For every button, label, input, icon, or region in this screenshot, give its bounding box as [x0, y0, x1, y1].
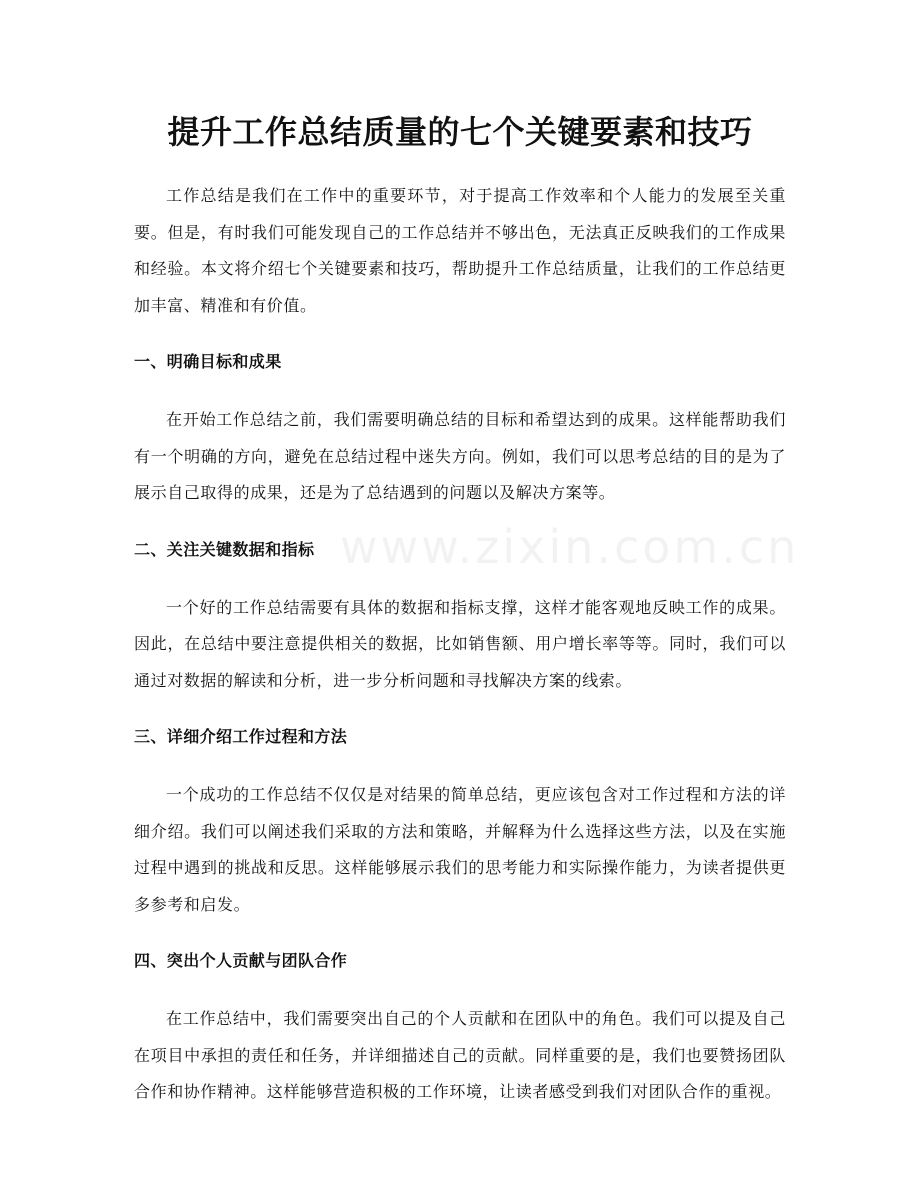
section-heading-2: 二、关注关键数据和指标: [134, 539, 315, 559]
document-body: [134, 178, 786, 1134]
intro-paragraph: 工作总结是我们在工作中的重要环节，对于提高工作效率和个人能力的发展至关重要。但是，有时我们可能发现自己的工作总结并不够出色，无法真正反映我们的工作成果和经验。本文将介绍七个关键要素和技巧，帮助提升工作总结质量，让我们的工作总结更加丰富、精准和有价值。: [134, 186, 786, 315]
section-paragraph-3: 一个成功的工作总结不仅仅是对结果的简单总结，更应该包含对工作过程和方法的详细介绍。我们可以阐述我们采取的方法和策略，并解释为什么选择这些方法，以及在实施过程中遇到的挑战和反思。这样能够展示我们的思考能力和实际操作能力，为读者提供更多参考和启发。: [134, 785, 786, 914]
watermark-text: www.zixin.com.cn: [340, 520, 800, 574]
section-heading-1: 一、明确目标和成果: [134, 352, 282, 371]
section-paragraph-4: 在工作总结中，我们需要突出自己的个人贡献和在团队中的角色。我们可以提及自己在项目中承担的责任和任务，并详细描述自己的贡献。同样重要的是，我们也要赞扬团队合作和协作精神。这样能够营造积极的工作环境，让读者感受到我们对团队合作的重视。: [134, 1009, 786, 1101]
section-heading-3: 三、详细介绍工作过程和方法: [134, 727, 348, 746]
section-heading-4: 四、突出个人贡献与团队合作: [134, 951, 348, 970]
section-paragraph-2: 一个好的工作总结需要有具体的数据和指标支撑，这样才能客观地反映工作的成果。因此，在总结中要注意提供相关的数据，比如销售额、用户增长率等等。同时，我们可以通过对数据的解读和分析，进一步分析问题和寻找解决方案的线索。: [134, 597, 786, 690]
document-title: 提升工作总结质量的七个关键要素和技巧: [167, 113, 753, 151]
section-paragraph-1: 在开始工作总结之前，我们需要明确总结的目标和希望达到的成果。这样能帮助我们有一个明确的方向，避免在总结过程中迷失方向。例如，我们可以思考总结的目的是为了展示自己取得的成果，还是为了总结遇到的问题以及解决方案等。: [134, 410, 786, 502]
